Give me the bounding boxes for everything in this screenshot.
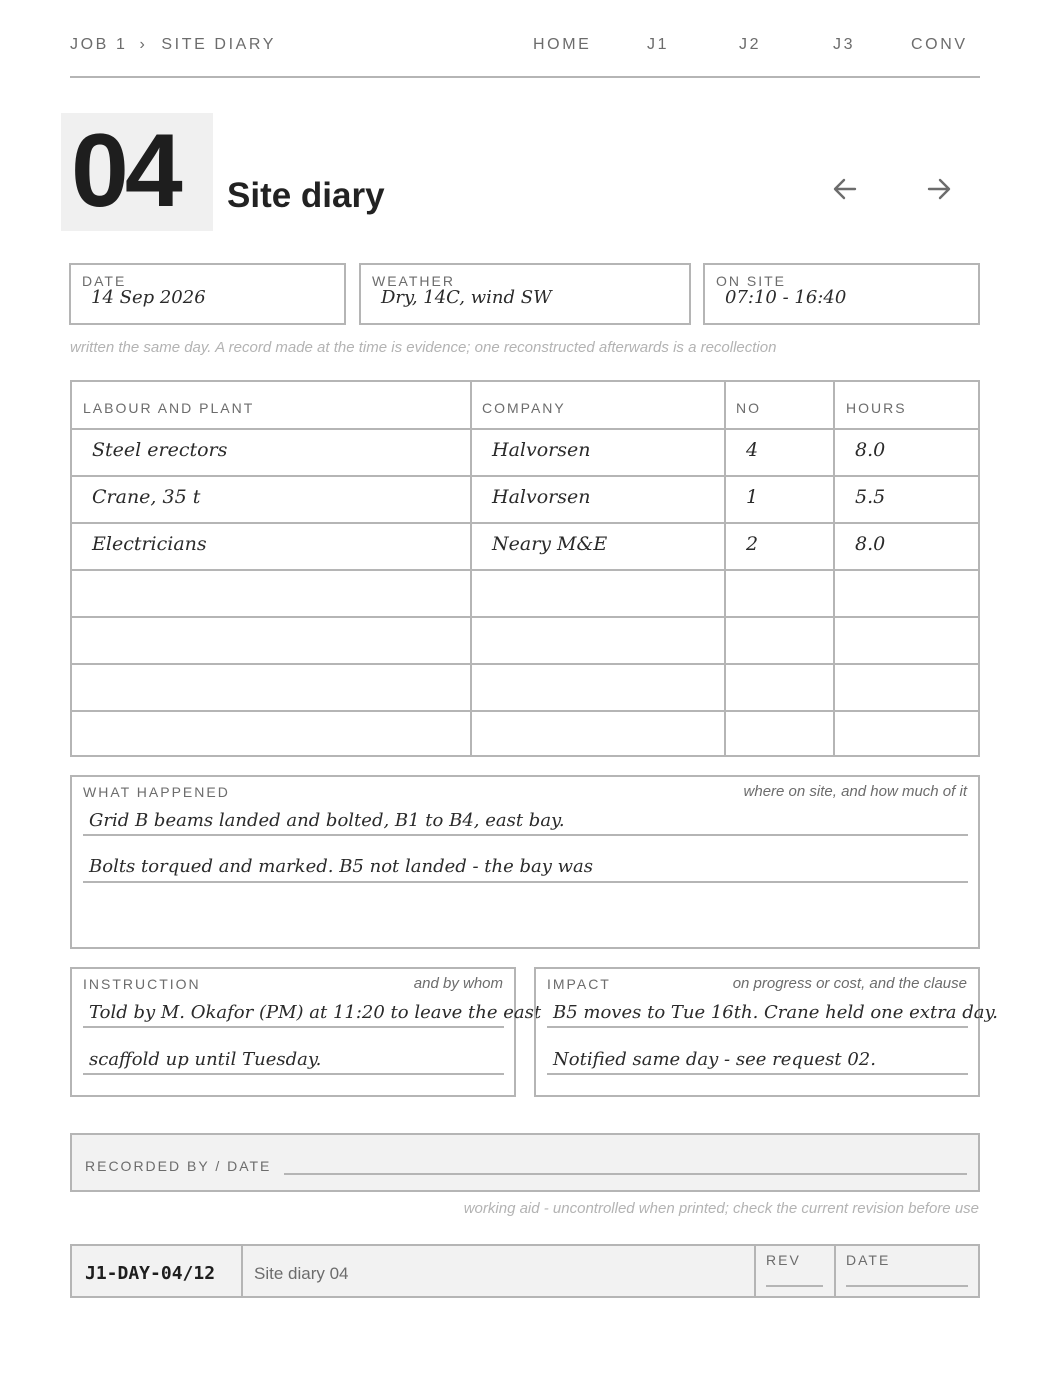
recorded-by-box bbox=[70, 1133, 980, 1192]
column-header-labour: LABOUR AND PLANT bbox=[83, 400, 255, 416]
breadcrumb bbox=[70, 36, 276, 54]
recorded-by-signature-line[interactable] bbox=[284, 1173, 967, 1175]
instruction-line[interactable]: scaffold up until Tuesday. bbox=[89, 1049, 322, 1070]
company-cell[interactable]: Halvorsen bbox=[492, 439, 591, 461]
company-cell[interactable]: Halvorsen bbox=[492, 486, 591, 508]
nav-j2[interactable]: J2 bbox=[739, 36, 762, 53]
date-field[interactable] bbox=[69, 263, 346, 325]
recorded-by-label: RECORDED BY / DATE bbox=[85, 1158, 272, 1174]
weather-value: Dry, 14C, wind SW bbox=[381, 287, 552, 308]
writing-line bbox=[83, 834, 968, 836]
impact-line[interactable]: B5 moves to Tue 16th. Crane held one extra day. bbox=[553, 1002, 998, 1023]
date-label-footer: DATE bbox=[846, 1252, 891, 1268]
instruction-box bbox=[70, 967, 542, 1097]
instruction-label: INSTRUCTION bbox=[83, 976, 201, 992]
labour-cell[interactable]: Crane, 35 t bbox=[92, 486, 201, 508]
nav-home[interactable]: HOME bbox=[533, 36, 592, 53]
what-happened-line[interactable]: Grid B beams landed and bolted, B1 to B4, east bay. bbox=[89, 810, 565, 831]
impact-hint: on progress or cost, and the clause bbox=[732, 975, 967, 992]
weather-label: WEATHER bbox=[372, 273, 455, 289]
section-number: 04 bbox=[71, 113, 179, 229]
breadcrumb-current: SITE DIARY bbox=[161, 36, 277, 53]
labour-cell[interactable]: Steel erectors bbox=[92, 439, 228, 461]
document-id: J1-DAY-04/12 bbox=[85, 1263, 216, 1284]
table-divider bbox=[72, 475, 978, 477]
footer-divider bbox=[241, 1246, 243, 1296]
writing-line bbox=[547, 1026, 968, 1028]
what-happened-label: WHAT HAPPENED bbox=[83, 784, 230, 800]
impact-label: IMPACT bbox=[547, 976, 611, 992]
what-happened-box bbox=[70, 775, 980, 949]
writing-line bbox=[83, 1073, 504, 1075]
table-divider bbox=[72, 522, 978, 524]
impact-box bbox=[534, 967, 998, 1097]
control-note: working aid - uncontrolled when printed; check the current revision before use bbox=[463, 1200, 979, 1217]
breadcrumb-job[interactable]: JOB 1 bbox=[70, 36, 128, 53]
on-site-value: 07:10 - 16:40 bbox=[725, 287, 847, 308]
revision-label: REV bbox=[766, 1252, 801, 1268]
fields-hint: written the same day. A record made at the time is evidence; one reconstructed afterwards is a recollection bbox=[70, 339, 777, 356]
instruction-hint: and by whom bbox=[413, 975, 503, 992]
table-divider bbox=[72, 569, 978, 571]
table-divider bbox=[72, 428, 978, 430]
footer-divider bbox=[834, 1246, 836, 1296]
number-cell[interactable]: 1 bbox=[746, 486, 759, 508]
table-divider bbox=[833, 382, 835, 755]
document-title: Site diary 04 bbox=[254, 1264, 349, 1283]
labour-cell[interactable]: Electricians bbox=[92, 533, 207, 555]
writing-line bbox=[83, 1026, 504, 1028]
table-divider bbox=[470, 382, 472, 755]
footer-divider bbox=[754, 1246, 756, 1296]
hours-cell[interactable]: 8.0 bbox=[855, 439, 886, 461]
table-divider bbox=[724, 382, 726, 755]
column-header-no: NO bbox=[736, 400, 761, 416]
company-cell[interactable]: Neary M&E bbox=[492, 533, 608, 555]
writing-line bbox=[83, 881, 968, 883]
number-cell[interactable]: 4 bbox=[746, 439, 759, 461]
column-header-company: COMPANY bbox=[482, 400, 566, 416]
page-title: Site diary bbox=[227, 176, 385, 215]
nav-j1[interactable]: J1 bbox=[647, 36, 670, 53]
chevron-right-icon: › bbox=[139, 36, 148, 53]
date-value: 14 Sep 2026 bbox=[91, 287, 206, 308]
nav-j3[interactable]: J3 bbox=[833, 36, 856, 53]
top-navigation bbox=[70, 0, 980, 78]
hours-cell[interactable]: 8.0 bbox=[855, 533, 886, 555]
writing-line bbox=[547, 1073, 968, 1075]
date-label: DATE bbox=[82, 273, 127, 289]
nav-conv[interactable]: CONV bbox=[911, 36, 968, 53]
number-cell[interactable]: 2 bbox=[746, 533, 759, 555]
section-number-box bbox=[61, 113, 213, 231]
on-site-label: ON SITE bbox=[716, 273, 787, 289]
table-divider bbox=[72, 616, 978, 618]
impact-line[interactable]: Notified same day - see request 02. bbox=[553, 1049, 876, 1070]
document-footer bbox=[70, 1244, 980, 1298]
arrow-right-icon[interactable] bbox=[924, 174, 954, 204]
column-header-hours: HOURS bbox=[846, 400, 907, 416]
table-divider bbox=[72, 710, 978, 712]
revision-field[interactable] bbox=[766, 1285, 823, 1287]
what-happened-line[interactable]: Bolts torqued and marked. B5 not landed - the bay was bbox=[89, 856, 594, 877]
on-site-field[interactable] bbox=[703, 263, 980, 325]
table-divider bbox=[72, 663, 978, 665]
weather-field[interactable] bbox=[359, 263, 691, 325]
date-field-footer[interactable] bbox=[846, 1285, 968, 1287]
labour-table bbox=[70, 380, 980, 757]
hours-cell[interactable]: 5.5 bbox=[855, 486, 886, 508]
what-happened-hint: where on site, and how much of it bbox=[743, 783, 967, 800]
arrow-left-icon[interactable] bbox=[830, 174, 860, 204]
instruction-line[interactable]: Told by M. Okafor (PM) at 11:20 to leave the east bbox=[89, 1002, 542, 1023]
